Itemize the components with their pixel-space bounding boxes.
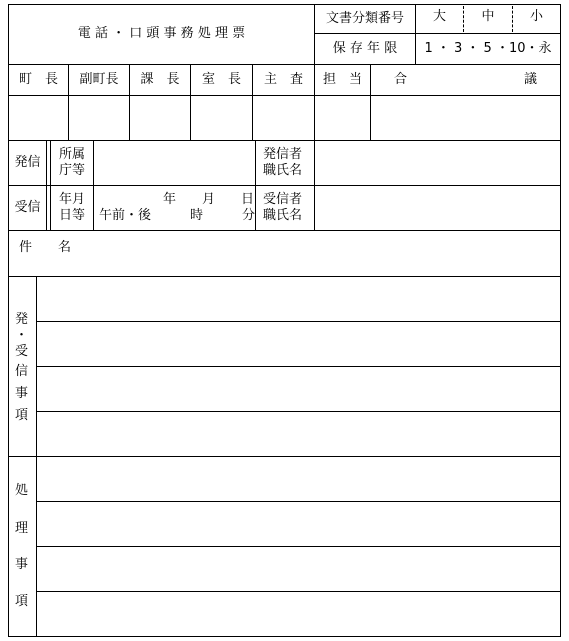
seal-box-person-in-charge[interactable]: [315, 96, 370, 140]
comm-field-divider-2: [255, 140, 256, 231]
seal-box-office-chief[interactable]: [191, 96, 252, 140]
comm-entry-line-3[interactable]: [37, 367, 560, 411]
class-large-label: 大: [432, 9, 446, 24]
receiver-date-label-1: 年月: [59, 192, 86, 207]
proc-label-char-4: 項: [15, 594, 29, 609]
comm-label-char-4: 信: [15, 364, 29, 379]
approval-header-mayor: 町 長: [18, 72, 58, 87]
seal-box-consultation[interactable]: [371, 96, 560, 140]
proc-entry-line-3[interactable]: [37, 547, 560, 591]
retention-values: 1 ・ 3 ・ 5 ・10・永: [424, 41, 552, 56]
comm-label-char-5: 事: [15, 386, 29, 401]
receiver-name-field[interactable]: [315, 186, 560, 230]
comm-label-char-3: 受: [15, 344, 29, 359]
sender-affiliation-label-1: 所属: [59, 147, 86, 162]
comm-label-char-6: 項: [15, 408, 29, 423]
proc-entry-line-4[interactable]: [37, 592, 560, 636]
comm-label-char-1: 発: [15, 312, 29, 327]
retention-label: 保 存 年 限: [332, 41, 398, 56]
form-bottom-border: [8, 636, 561, 637]
receiver-name-label-1: 受信者: [263, 192, 303, 207]
subject-field[interactable]: [90, 231, 560, 276]
proc-label-char-2: 理: [15, 521, 29, 536]
approval-header-section-chief: 課 長: [140, 72, 180, 87]
form-title: 電 話 ・ 口 頭 事 務 処 理 票: [77, 26, 246, 41]
receiver-name-label-2: 職氏名: [263, 208, 303, 223]
seal-box-section-chief[interactable]: [130, 96, 190, 140]
subject-label: 件 名: [19, 240, 72, 255]
approval-header-chief-inspector: 主 査: [263, 72, 303, 87]
sender-affiliation-label-2: 庁等: [59, 163, 86, 178]
approval-header-person-in-charge: 担 当: [322, 72, 362, 87]
form-right-border: [560, 4, 561, 637]
proc-entry-line-2[interactable]: [37, 502, 560, 546]
comm-label-divider-b: [50, 140, 51, 231]
class-medium-label: 中: [481, 9, 495, 24]
comm-label-divider-a: [46, 140, 47, 231]
sender-name-field[interactable]: [315, 141, 560, 185]
proc-label-char-1: 処: [15, 483, 29, 498]
sender-name-label-1: 発信者: [263, 147, 303, 162]
approval-header-consultation: 合 議: [393, 72, 537, 87]
sender-affiliation-field[interactable]: [94, 141, 255, 185]
approval-header-deputy-mayor: 副町長: [79, 72, 119, 87]
comm-entry-line-2[interactable]: [37, 322, 560, 366]
header-divider: [314, 33, 561, 34]
sender-label: 発信: [14, 155, 41, 170]
sender-name-label-2: 職氏名: [263, 163, 303, 178]
approval-header-office-chief: 室 長: [201, 72, 241, 87]
proc-entry-line-1[interactable]: [37, 457, 560, 501]
comm-entry-line-4[interactable]: [37, 412, 560, 456]
seal-box-mayor[interactable]: [9, 96, 68, 140]
proc-label-char-3: 事: [15, 557, 29, 572]
header-bottom-border: [8, 64, 561, 65]
seal-box-chief-inspector[interactable]: [253, 96, 314, 140]
seal-box-deputy-mayor[interactable]: [69, 96, 129, 140]
class-small-label: 小: [529, 9, 543, 24]
comm-entry-line-1[interactable]: [37, 277, 560, 321]
comm-label-char-2: ・: [15, 328, 29, 343]
receiver-date-label-2: 日等: [59, 208, 86, 223]
receiver-label: 受信: [14, 200, 41, 215]
doc-class-label: 文書分類番号: [325, 11, 404, 26]
receiver-date-value-2[interactable]: 午前・後 時 分: [99, 208, 256, 223]
receiver-date-value-1[interactable]: 年 月 日: [163, 192, 255, 207]
form-top-border: [8, 4, 561, 5]
